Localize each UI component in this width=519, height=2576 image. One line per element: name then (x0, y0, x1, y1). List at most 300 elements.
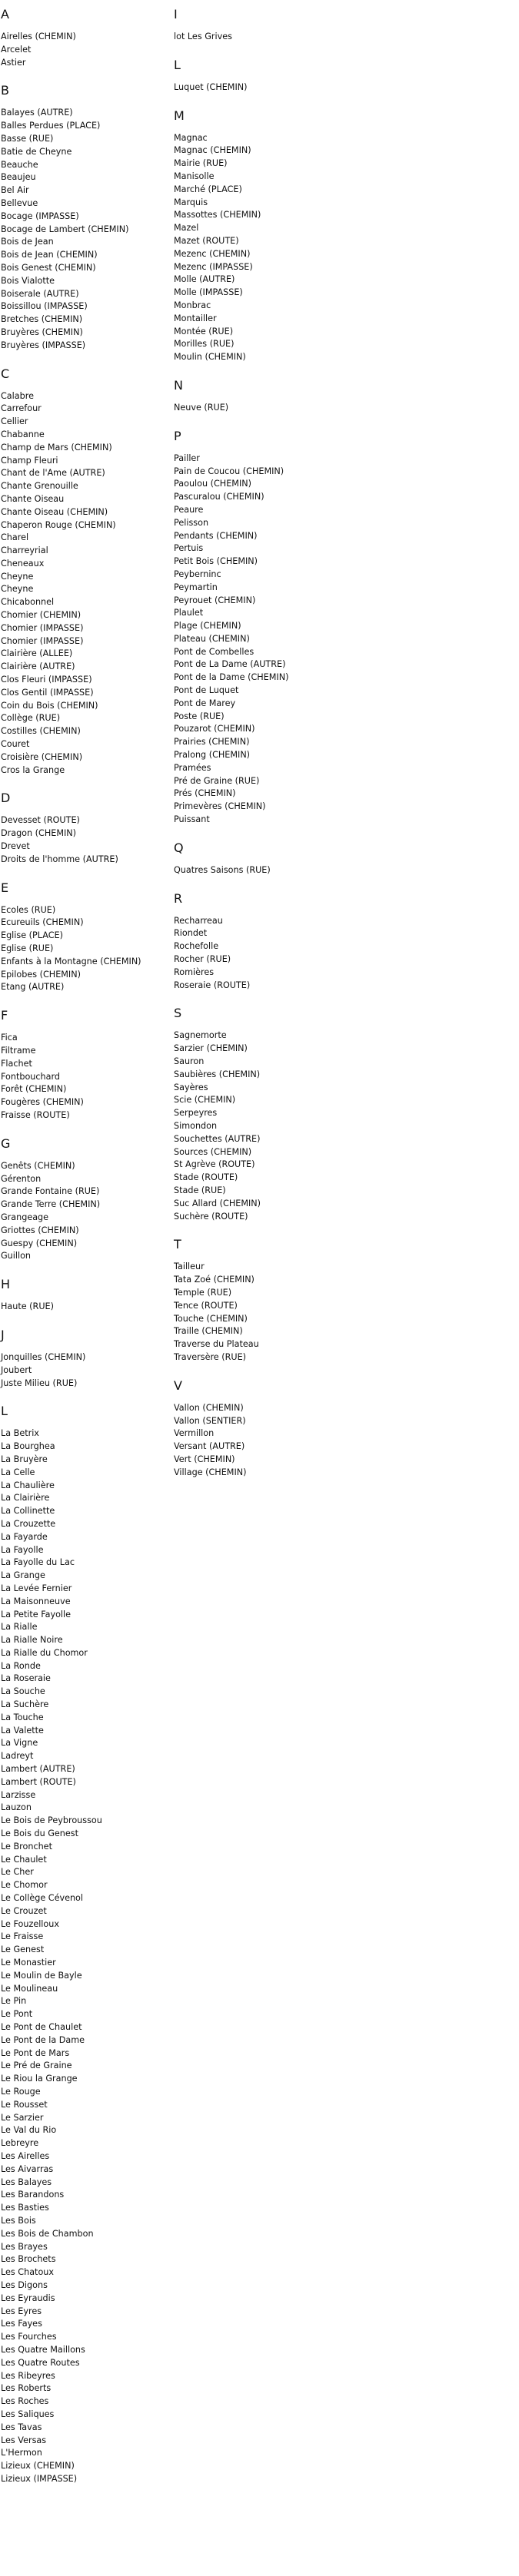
street-name: La Celle (1, 1467, 35, 1477)
street-name: St Agrève (ROUTE) (174, 1159, 255, 1170)
street-name: Molle (IMPASSE) (174, 287, 243, 298)
street-name: Les Barandons (1, 2190, 65, 2200)
street-name: Boiserale (AUTRE) (1, 288, 79, 299)
street-name: Les Airelles (1, 2150, 50, 2161)
street-name: Chante Grenouille (1, 481, 78, 492)
street-name: Le Rouge (1, 2086, 41, 2097)
street-name: Grande Fontaine (RUE) (1, 1186, 100, 1197)
street-name: lot Les Grives (174, 31, 232, 41)
street-name: Chante Oiseau (1, 493, 65, 504)
street-name: Pascuralou (CHEMIN) (174, 492, 264, 502)
street-name: Haute (RUE) (1, 1301, 54, 1312)
street-name: Champ Fleuri (1, 455, 58, 466)
street-name: Peyberninc (174, 569, 221, 579)
street-name: La Petite Fayolle (1, 1609, 72, 1620)
street-name: Lizieux (CHEMIN) (1, 2461, 75, 2472)
street-name: Jonquilles (CHEMIN) (1, 1351, 86, 1362)
letter-section (1, 83, 174, 352)
street-name: Les Brayes (1, 2241, 48, 2252)
street-name: Bretches (CHEMIN) (1, 314, 83, 325)
street-name: La Rialle (1, 1622, 38, 1633)
letter-section (174, 891, 519, 993)
street-name: Le Bois du Genest (1, 1828, 78, 1839)
street-name: Chabanne (1, 429, 45, 439)
street-name: Costilles (CHEMIN) (1, 726, 81, 737)
street-name: Le Pont de la Dame (1, 2034, 85, 2045)
letter-section (174, 1006, 519, 1223)
street-name: La Vigne (1, 1738, 38, 1749)
street-name: Epilobes (CHEMIN) (1, 969, 81, 980)
letter-section (174, 108, 519, 364)
street-name: Le Fouzelloux (1, 1918, 59, 1929)
street-name: Magnac (174, 132, 208, 143)
left-column (0, 0, 174, 2500)
letter-section (1, 1328, 174, 1390)
street-name: Le Pont de Chaulet (1, 2022, 82, 2032)
letter-section (1, 1277, 174, 1314)
section-letter-heading: F (1, 1008, 8, 1023)
street-name: Ladreyt (1, 1751, 34, 1762)
street-name: Les Versas (1, 2435, 47, 2445)
street-name: Le Riou la Grange (1, 2074, 78, 2084)
street-name: Guillon (1, 1251, 32, 1261)
street-name: Lizieux (IMPASSE) (1, 2473, 78, 2484)
street-name: Monbrac (174, 300, 211, 310)
street-name: Recharreau (174, 915, 223, 926)
street-name: Filtrame (1, 1046, 36, 1056)
street-name: Plaulet (174, 608, 204, 618)
street-name: La Bourghea (1, 1441, 55, 1452)
street-name: Les Brochets (1, 2254, 56, 2265)
street-name: Coin du Bois (CHEMIN) (1, 700, 98, 711)
street-name: Vermillon (174, 1428, 215, 1439)
street-name: Bois de Jean (1, 237, 54, 247)
street-name: Cheneaux (1, 558, 45, 569)
street-name: Les Eyraudis (1, 2293, 55, 2303)
street-name: Pendants (CHEMIN) (174, 530, 258, 541)
street-list (1, 107, 174, 352)
street-name: Larzisse (1, 1789, 36, 1800)
street-name: Peaure (174, 504, 204, 515)
street-name: Fraisse (ROUTE) (1, 1109, 70, 1120)
street-name: Quatres Saisons (RUE) (174, 864, 271, 875)
street-name: Souchettes (AUTRE) (174, 1133, 261, 1144)
street-name: Traversère (RUE) (174, 1351, 247, 1362)
street-name: Mezenc (CHEMIN) (174, 248, 251, 259)
street-name: La Levée Fernier (1, 1583, 72, 1593)
letter-section (174, 429, 519, 827)
street-name: Pelisson (174, 517, 209, 528)
street-list (174, 1402, 519, 1480)
letter-section (1, 791, 174, 866)
street-name: Beauche (1, 159, 38, 170)
letter-section (174, 1378, 519, 1480)
street-name: Cheyne (1, 571, 34, 582)
street-name: Cheyne (1, 584, 34, 595)
street-list (174, 1029, 519, 1223)
street-name: Couret (1, 739, 30, 750)
street-name: Lambert (ROUTE) (1, 1776, 76, 1787)
street-name: Le Moulineau (1, 1983, 58, 1994)
street-name: Le Bronchet (1, 1841, 52, 1852)
street-name: Magnac (CHEMIN) (174, 145, 251, 156)
street-name: Le Chaulet (1, 1854, 47, 1865)
street-name: Balles Perdues (PLACE) (1, 121, 101, 131)
letter-section (174, 58, 519, 94)
section-letter-heading: E (1, 880, 9, 895)
section-letter-heading: A (1, 7, 9, 22)
street-name: Chomier (IMPASSE) (1, 635, 84, 646)
street-name: Pertuis (174, 543, 204, 554)
street-name: La Collinette (1, 1506, 55, 1517)
street-name: La Touche (1, 1712, 44, 1722)
street-name: Peyrouet (CHEMIN) (174, 595, 256, 605)
street-name: Romières (174, 966, 215, 977)
street-name: Le Pont (1, 2009, 33, 2020)
street-name: Saubières (CHEMIN) (174, 1069, 261, 1079)
street-name: La Suchère (1, 1699, 49, 1710)
street-name: Suchère (ROUTE) (174, 1211, 248, 1222)
street-name: Etang (AUTRE) (1, 982, 65, 993)
street-name: Puissant (174, 814, 210, 825)
street-name: Devesset (ROUTE) (1, 815, 80, 826)
street-name: Les Ribeyres (1, 2370, 55, 2381)
street-name: Les Saliques (1, 2409, 55, 2419)
street-name: Vert (CHEMIN) (174, 1454, 235, 1464)
street-name: Boissillou (IMPASSE) (1, 301, 88, 312)
street-name: Vallon (CHEMIN) (174, 1402, 244, 1413)
street-name: Suc Allard (CHEMIN) (174, 1198, 261, 1208)
section-letter-heading: S (174, 1006, 182, 1021)
street-name: Bel Air (1, 185, 29, 196)
letter-section (174, 840, 519, 877)
street-name: La Bruyère (1, 1454, 48, 1464)
street-name: Les Bois de Chambon (1, 2228, 94, 2239)
street-name: Bois Genest (CHEMIN) (1, 262, 96, 273)
street-name: Plage (CHEMIN) (174, 621, 241, 632)
street-name: Le Pin (1, 1996, 27, 2007)
street-name: Bruyères (CHEMIN) (1, 327, 83, 337)
street-name: Neuve (RUE) (174, 402, 229, 413)
section-letter-heading: M (174, 108, 185, 123)
letter-section (174, 7, 519, 44)
street-list (174, 1261, 519, 1364)
street-name: Mezenc (IMPASSE) (174, 261, 253, 272)
street-list (174, 31, 519, 44)
street-name: Croisière (CHEMIN) (1, 751, 83, 762)
street-list (174, 453, 519, 827)
street-name: Le Pré de Graine (1, 2060, 72, 2071)
street-list (1, 814, 174, 866)
section-letter-heading: H (1, 1277, 11, 1292)
section-letter-heading: T (174, 1237, 181, 1252)
street-name: Ecoles (RUE) (1, 904, 56, 915)
street-name: Arcelet (1, 44, 32, 55)
street-name: Sarzier (CHEMIN) (174, 1043, 248, 1054)
street-name: Les Basties (1, 2203, 49, 2213)
street-name: Marquis (174, 197, 208, 207)
street-name: Le Pont de Mars (1, 2047, 70, 2058)
street-name: Le Cher (1, 1867, 34, 1878)
section-letter-heading: D (1, 791, 11, 806)
street-name: La Crouzette (1, 1518, 56, 1529)
street-name: Marché (PLACE) (174, 184, 242, 194)
street-name: Le Crouzet (1, 1905, 47, 1916)
street-name: Paoulou (CHEMIN) (174, 479, 251, 489)
street-name: Prés (CHEMIN) (174, 788, 236, 799)
street-name: Le Monastier (1, 1958, 56, 1968)
street-name: Astier (1, 57, 26, 68)
street-name: Pont de Marey (174, 698, 236, 708)
street-name: Pont de Combelles (174, 646, 255, 657)
street-name: La Rialle du Chomor (1, 1647, 88, 1658)
street-name: Roseraie (ROUTE) (174, 980, 251, 990)
street-name: Chant de l'Ame (AUTRE) (1, 468, 105, 479)
section-letter-heading: R (174, 890, 183, 906)
street-name: Les Balayes (1, 2177, 52, 2187)
street-name: Pont de La Dame (AUTRE) (174, 659, 286, 670)
street-name: Le Val du Rio (1, 2125, 57, 2136)
street-list (1, 1160, 174, 1263)
street-list (1, 31, 174, 69)
street-name: Les Roches (1, 2396, 49, 2407)
street-name: Les Digons (1, 2279, 48, 2290)
section-letter-heading: C (1, 366, 10, 381)
street-name: La Fayarde (1, 1531, 48, 1542)
street-name: Luquet (CHEMIN) (174, 81, 248, 92)
street-name: Champ de Mars (CHEMIN) (1, 442, 112, 453)
street-list (1, 1032, 174, 1122)
street-name: Carrefour (1, 403, 42, 414)
street-name: Plateau (CHEMIN) (174, 633, 250, 644)
street-name: Traille (CHEMIN) (174, 1326, 243, 1337)
letter-section (174, 378, 519, 415)
letter-section (1, 366, 174, 777)
street-name: Collège (RUE) (1, 713, 61, 724)
letter-section (1, 7, 174, 69)
section-letter-heading: L (1, 1404, 8, 1419)
street-name: La Clairière (1, 1493, 50, 1503)
section-letter-heading: B (1, 83, 9, 98)
street-name: Enfants à la Montagne (CHEMIN) (1, 956, 141, 966)
street-list (174, 132, 519, 364)
section-letter-heading: P (174, 428, 181, 443)
street-name: Le Rousset (1, 2099, 48, 2110)
section-letter-heading: Q (174, 840, 184, 855)
street-name: Petit Bois (CHEMIN) (174, 556, 258, 567)
street-name: Mairie (RUE) (174, 158, 228, 169)
street-name: Massottes (CHEMIN) (174, 210, 261, 220)
street-list (1, 1427, 174, 2485)
street-name: La Maisonneuve (1, 1596, 71, 1606)
street-name: Genêts (CHEMIN) (1, 1160, 75, 1171)
street-name: Touche (CHEMIN) (174, 1313, 248, 1324)
street-name: La Roseraie (1, 1673, 51, 1684)
street-list (1, 904, 174, 995)
street-name: Pramées (174, 762, 211, 773)
street-list (174, 864, 519, 877)
street-name: Droits de l'homme (AUTRE) (1, 854, 118, 864)
street-name: Fougères (CHEMIN) (1, 1097, 84, 1108)
street-name: Basse (RUE) (1, 133, 54, 144)
street-name: Ecureuils (CHEMIN) (1, 917, 84, 928)
street-name: Les Fayes (1, 2319, 42, 2329)
street-name: Les Chatoux (1, 2267, 55, 2278)
street-name: Poste (RUE) (174, 711, 225, 721)
section-letter-heading: V (174, 1378, 182, 1393)
street-list (1, 1351, 174, 1390)
street-name: Grangeage (1, 1212, 49, 1222)
street-name: Les Eyres (1, 2306, 42, 2316)
street-list (1, 390, 174, 777)
street-name: Chomier (CHEMIN) (1, 610, 82, 621)
street-name: Moulin (CHEMIN) (174, 352, 246, 363)
street-name: Flachet (1, 1058, 32, 1069)
street-name: L'Hermon (1, 2448, 42, 2458)
street-name: Pont de Luquet (174, 685, 239, 696)
street-name: Le Bois de Peybroussou (1, 1815, 102, 1826)
section-letter-heading: I (174, 7, 178, 22)
street-name: Fontbouchard (1, 1071, 60, 1082)
street-name: Drevet (1, 841, 30, 852)
street-name: Eglise (RUE) (1, 943, 54, 954)
street-name: Chante Oiseau (CHEMIN) (1, 506, 108, 517)
street-name: La Valette (1, 1725, 44, 1736)
street-name: Mazel (174, 223, 199, 234)
street-name: Grande Terre (CHEMIN) (1, 1199, 101, 1210)
street-name: Tata Zoé (CHEMIN) (174, 1275, 255, 1285)
street-name: Pain de Coucou (CHEMIN) (174, 466, 284, 476)
street-name: La Betrix (1, 1428, 39, 1439)
street-name: Guespy (CHEMIN) (1, 1238, 78, 1248)
street-name: Bellevue (1, 197, 38, 208)
street-name: La Fayolle (1, 1544, 44, 1555)
street-name: Le Sarzier (1, 2112, 44, 2123)
street-name: Eglise (PLACE) (1, 930, 63, 941)
street-name: La Chaulière (1, 1480, 55, 1490)
street-name: Manisolle (174, 171, 215, 181)
street-name: Temple (RUE) (174, 1287, 232, 1298)
street-list (174, 915, 519, 993)
street-name: Peymartin (174, 582, 218, 592)
street-name: Forêt (CHEMIN) (1, 1084, 67, 1095)
street-name: La Fayolle du Lac (1, 1557, 75, 1568)
street-name: Le Collège Cévenol (1, 1893, 84, 1904)
street-name: La Grange (1, 1570, 45, 1581)
street-name: Chomier (IMPASSE) (1, 622, 84, 633)
street-name: Pralong (CHEMIN) (174, 750, 251, 761)
street-name: Versant (AUTRE) (174, 1441, 245, 1452)
street-name: Juste Milieu (RUE) (1, 1378, 78, 1388)
street-name: Rochefolle (174, 941, 219, 952)
street-name: Bocage (IMPASSE) (1, 211, 79, 221)
street-name: Clos Gentil (IMPASSE) (1, 687, 94, 698)
letter-section (1, 1404, 174, 2485)
street-name: Bocage de Lambert (CHEMIN) (1, 224, 129, 234)
street-name: Scie (CHEMIN) (174, 1095, 236, 1106)
street-name: Lauzon (1, 1802, 32, 1813)
street-name: Griottes (CHEMIN) (1, 1225, 79, 1235)
street-name: Bois de Jean (CHEMIN) (1, 250, 98, 260)
street-name: Les Quatre Routes (1, 2357, 80, 2368)
street-name: Sagnemorte (174, 1030, 227, 1041)
street-name: Vallon (SENTIER) (174, 1415, 246, 1426)
street-name: Chicabonnel (1, 597, 55, 608)
street-name: Clos Fleuri (IMPASSE) (1, 675, 92, 685)
street-name: Pouzarot (CHEMIN) (174, 724, 255, 734)
street-name: Beaujeu (1, 172, 36, 183)
street-name: Rocher (RUE) (174, 954, 231, 965)
street-list (174, 402, 519, 415)
street-name: Clairière (ALLEE) (1, 648, 73, 659)
street-name: Gérenton (1, 1173, 42, 1184)
street-name: Stade (RUE) (174, 1185, 226, 1195)
street-name: Molle (AUTRE) (174, 274, 235, 285)
street-name: Joubert (1, 1364, 32, 1375)
street-name: Village (CHEMIN) (174, 1467, 247, 1477)
street-name: Stade (ROUTE) (174, 1172, 238, 1183)
street-name: Bois Vialotte (1, 275, 55, 286)
street-name: Lambert (AUTRE) (1, 1764, 75, 1775)
street-name: Primevères (CHEMIN) (174, 801, 266, 812)
letter-section (1, 880, 174, 995)
street-name: Pailler (174, 453, 200, 463)
street-name: Les Aivarras (1, 2163, 54, 2174)
street-name: Charel (1, 532, 29, 543)
street-name: Le Moulin de Bayle (1, 1970, 82, 1981)
street-name: Batie de Cheyne (1, 146, 72, 157)
street-name: Sources (CHEMIN) (174, 1146, 252, 1157)
street-name: Les Tavas (1, 2422, 42, 2432)
letter-section (174, 1237, 519, 1364)
street-name: Clairière (AUTRE) (1, 661, 75, 672)
section-letter-heading: G (1, 1135, 11, 1151)
street-name: Le Chomor (1, 1880, 48, 1891)
street-name: Dragon (CHEMIN) (1, 828, 77, 839)
street-name: Montée (RUE) (174, 326, 234, 337)
street-name: Sauron (174, 1056, 205, 1067)
street-name: Lebreyre (1, 2138, 39, 2149)
street-name: Les Quatre Maillons (1, 2344, 85, 2355)
street-name: La Ronde (1, 1660, 41, 1671)
street-name: Serpeyres (174, 1108, 218, 1119)
street-name: Riondet (174, 928, 208, 939)
street-name: Pré de Graine (RUE) (174, 775, 260, 786)
street-name: La Rialle Noire (1, 1635, 63, 1646)
section-letter-heading: L (174, 57, 181, 72)
street-name: Le Genest (1, 1944, 45, 1955)
street-name: Les Fourches (1, 2332, 57, 2342)
section-letter-heading: J (1, 1327, 5, 1342)
street-name: Les Bois (1, 2215, 36, 2226)
street-name: Prairies (CHEMIN) (174, 737, 250, 748)
street-name: Cellier (1, 416, 28, 427)
street-name: Montailler (174, 313, 217, 323)
street-name: Traverse du Plateau (174, 1339, 259, 1350)
street-name: Mazet (ROUTE) (174, 235, 239, 246)
street-name: Tailleur (174, 1261, 205, 1272)
letter-section (1, 1008, 174, 1122)
street-name: Charreyrial (1, 545, 48, 556)
street-name: Sayères (174, 1082, 208, 1092)
street-name: Pont de la Dame (CHEMIN) (174, 672, 289, 683)
street-name: Morilles (RUE) (174, 339, 235, 350)
street-name: Cros la Grange (1, 764, 65, 775)
street-list (174, 81, 519, 94)
street-name: La Souche (1, 1686, 45, 1697)
street-name: Les Roberts (1, 2383, 52, 2394)
street-name: Tence (ROUTE) (174, 1300, 238, 1311)
